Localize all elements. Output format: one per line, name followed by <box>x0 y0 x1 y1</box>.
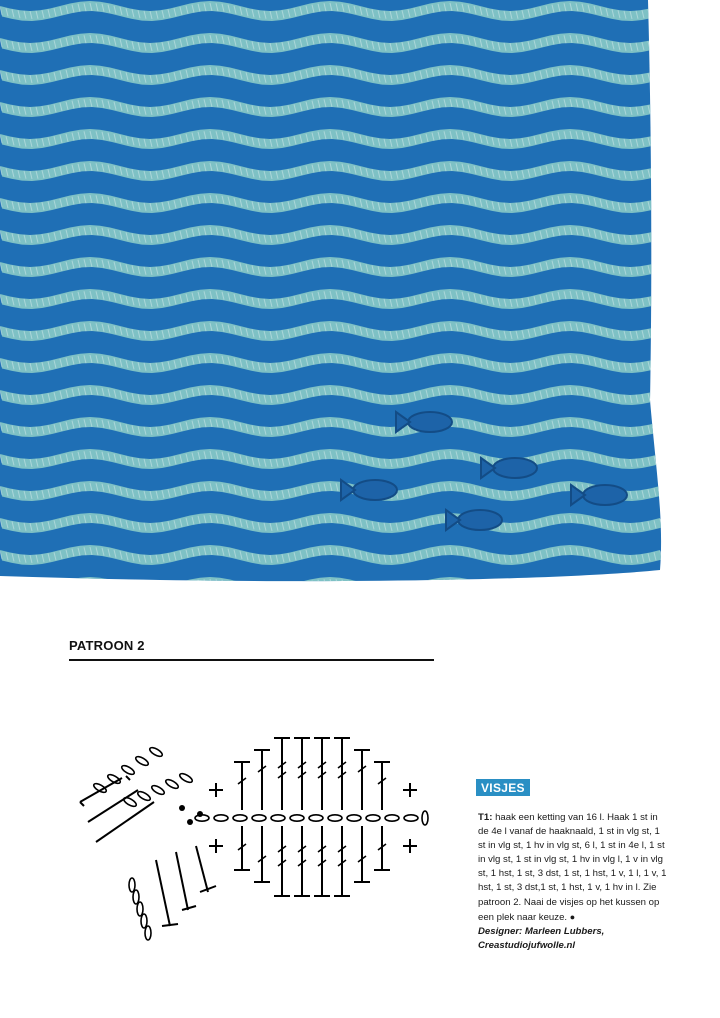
chart-stroke <box>176 852 188 910</box>
chart-stroke <box>80 802 84 806</box>
chart-stroke <box>96 802 154 842</box>
row-label: T1: <box>478 812 493 823</box>
crochet-fish <box>408 412 452 432</box>
chain-stitch-symbol <box>385 815 399 821</box>
slip-stitch-symbol <box>179 805 185 811</box>
crochet-fish <box>353 480 397 500</box>
pattern-instructions <box>478 811 668 953</box>
chain-stitch-symbol <box>328 815 342 821</box>
crochet-fish <box>583 485 627 505</box>
chain-stitch-symbol <box>145 926 151 940</box>
instruction-text: haak een ketting van 16 l. Haak 1 st in de 4e l vanaf de haaknaald, 1 st in vlg st, 1 st in vlg st, 1 hv in vlg st, 6 l, 1 st in 4e l, 1 st in vlg st, 1 st in vlg st, 1 hv in vlg l, 1 v in vlg st, 1 hst, 1 st, 3 dst, 1 st, 1 hst, 1 v, 1 l, 1 v, 1 hst, 1 st, 3 dst,1 st, 1 hst, 1 v, 1 hv in l. Zie patroon 2. Naai de visjes op het kussen op een plek naar keuze. <box>478 812 667 923</box>
chart-stroke <box>126 776 130 780</box>
chain-stitch-symbol <box>422 811 428 825</box>
chain-stitch-symbol <box>233 815 247 821</box>
chart-stroke <box>196 846 208 892</box>
chain-stitch-symbol <box>178 772 193 784</box>
chain-stitch-symbol <box>214 815 228 821</box>
designer-name: Designer: Marleen Lubbers, <box>478 925 605 937</box>
slip-stitch-symbol <box>197 811 203 817</box>
chain-stitch-symbol <box>309 815 323 821</box>
crochet-fish <box>493 458 537 478</box>
chain-stitch-symbol <box>366 815 380 821</box>
chain-stitch-symbol <box>164 778 179 790</box>
chain-stitch-symbol <box>347 815 361 821</box>
chain-stitch-symbol <box>136 790 151 802</box>
chart-stroke <box>156 860 170 926</box>
chain-stitch-symbol <box>150 784 165 796</box>
chain-stitch-symbol <box>252 815 266 821</box>
chain-stitch-symbol <box>404 815 418 821</box>
crochet-symbol-diagram <box>70 730 440 955</box>
crochet-fish <box>458 510 502 530</box>
end-mark: ● <box>569 911 576 922</box>
chain-stitch-symbol <box>141 914 147 928</box>
chain-stitch-symbol <box>271 815 285 821</box>
chain-stitch-symbol <box>129 878 135 892</box>
chain-stitch-symbol <box>133 890 139 904</box>
light-stripe <box>0 577 662 590</box>
section-title: PATROON 2 <box>69 638 145 653</box>
chart-stroke <box>162 924 178 926</box>
designer-website: Creastudiojufwolle.nl <box>478 939 576 951</box>
chain-stitch-symbol <box>290 815 304 821</box>
chain-stitch-symbol <box>137 902 143 916</box>
chart-stroke <box>182 906 196 910</box>
chain-stitch-symbol <box>148 746 163 758</box>
chart-stroke <box>80 778 122 802</box>
chain-stitch-symbol <box>134 755 149 767</box>
slip-stitch-symbol <box>187 819 193 825</box>
pattern-heading: VISJES <box>476 779 530 796</box>
chain-stitch-symbol <box>120 764 135 776</box>
section-divider <box>69 659 434 661</box>
crochet-chart <box>70 730 440 955</box>
